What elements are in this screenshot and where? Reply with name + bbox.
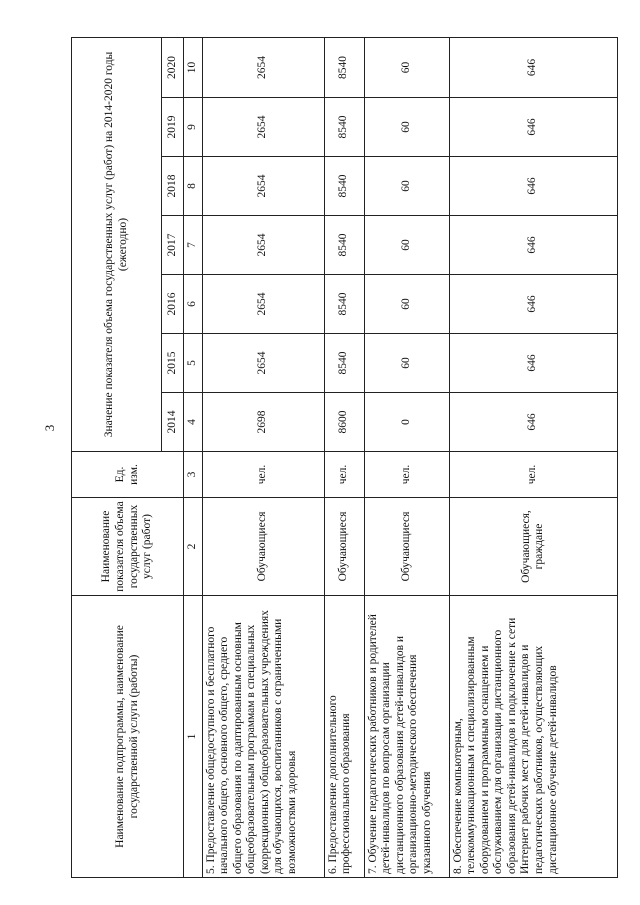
column-number: 5 [184, 334, 203, 393]
header-year: 2015 [162, 334, 184, 393]
row-value: 8540 [324, 98, 364, 157]
row-value: 2654 [202, 37, 324, 97]
column-number: 10 [184, 37, 203, 97]
page-number: 3 [42, 424, 57, 432]
row-value: 8540 [324, 157, 364, 216]
row-value: 60 [364, 275, 449, 334]
row-value: 8540 [324, 37, 364, 97]
row-value: 2654 [202, 157, 324, 216]
row-value: 2654 [202, 275, 324, 334]
header-indicator: Наименование показателя объема государственных услуг (работ) [72, 498, 184, 596]
row-unit: чел. [324, 452, 364, 498]
column-number: 2 [184, 498, 203, 596]
row-name: 5. Предоставление общедоступного и бесплатного начального общего, основного общего, среднего общего образования по адаптированным основным общеобразовательным программам в специальных (коррекционных) общеобразовательных учреждениях для обучающихся, воспитанников с ограниченными возможностями здоровья [202, 596, 324, 878]
row-value: 8600 [324, 393, 364, 452]
row-value: 8540 [324, 216, 364, 275]
row-value: 60 [364, 334, 449, 393]
column-number: 8 [184, 157, 203, 216]
header-unit: Ед. изм. [72, 452, 184, 498]
header-year: 2019 [162, 98, 184, 157]
row-value: 60 [364, 157, 449, 216]
row-value: 646 [449, 157, 617, 216]
header-year: 2020 [162, 37, 184, 97]
row-name: 8. Обеспечение компьютерным, телекоммуникационным и специализированным оборудованием и программным оснащением и обслуживанием для организации дистанционного образования детей-инвалидов и подключение к сети Интернет рабочих мест для детей-инвалидов и педагогических работников, осуществляющих дистанционное обучение детей-инвалидов [449, 596, 617, 878]
row-value: 646 [449, 37, 617, 97]
row-value: 8540 [324, 275, 364, 334]
column-number: 7 [184, 216, 203, 275]
row-value: 2698 [202, 393, 324, 452]
table-row [364, 37, 449, 877]
row-name: 6. Предоставление дополнительного профессионального образования [324, 596, 364, 878]
header-year: 2016 [162, 275, 184, 334]
row-value: 2654 [202, 216, 324, 275]
column-numbers-row [184, 37, 203, 877]
row-unit: чел. [449, 452, 617, 498]
column-number: 4 [184, 393, 203, 452]
table-row [324, 37, 364, 877]
table-row [202, 37, 324, 877]
row-value: 646 [449, 393, 617, 452]
row-unit: чел. [202, 452, 324, 498]
column-number: 6 [184, 275, 203, 334]
row-name: 7. Обучение педагогических работников и родителей детей-инвалидов по вопросам организации дистанционного образования детей-инвалидов и организационно-методического обеспечения указанного обучения [364, 596, 449, 878]
row-indicator: Обучающиеся [324, 498, 364, 596]
row-value: 60 [364, 37, 449, 97]
row-value: 646 [449, 216, 617, 275]
header-name: Наименование подпрограммы, наименование государственной услуги (работы) [72, 596, 184, 878]
row-value: 646 [449, 334, 617, 393]
row-value: 646 [449, 275, 617, 334]
table-row [449, 37, 617, 877]
column-number: 3 [184, 452, 203, 498]
row-unit: чел. [364, 452, 449, 498]
row-value: 8540 [324, 334, 364, 393]
rotated-table-container [71, 38, 616, 878]
header-values-group: Значение показателя объема государственных услуг (работ) на 2014-2020 годы (ежегодно) [72, 37, 162, 451]
row-value: 60 [364, 98, 449, 157]
row-indicator: Обучающиеся, граждане [449, 498, 617, 596]
header-year: 2018 [162, 157, 184, 216]
row-value: 2654 [202, 334, 324, 393]
row-value: 0 [364, 393, 449, 452]
column-number: 1 [184, 596, 203, 878]
services-volume-table [71, 37, 618, 878]
row-value: 60 [364, 216, 449, 275]
row-value: 646 [449, 98, 617, 157]
row-indicator: Обучающиеся [364, 498, 449, 596]
row-indicator: Обучающиеся [202, 498, 324, 596]
header-year: 2014 [162, 393, 184, 452]
column-number: 9 [184, 98, 203, 157]
header-year: 2017 [162, 216, 184, 275]
row-value: 2654 [202, 98, 324, 157]
